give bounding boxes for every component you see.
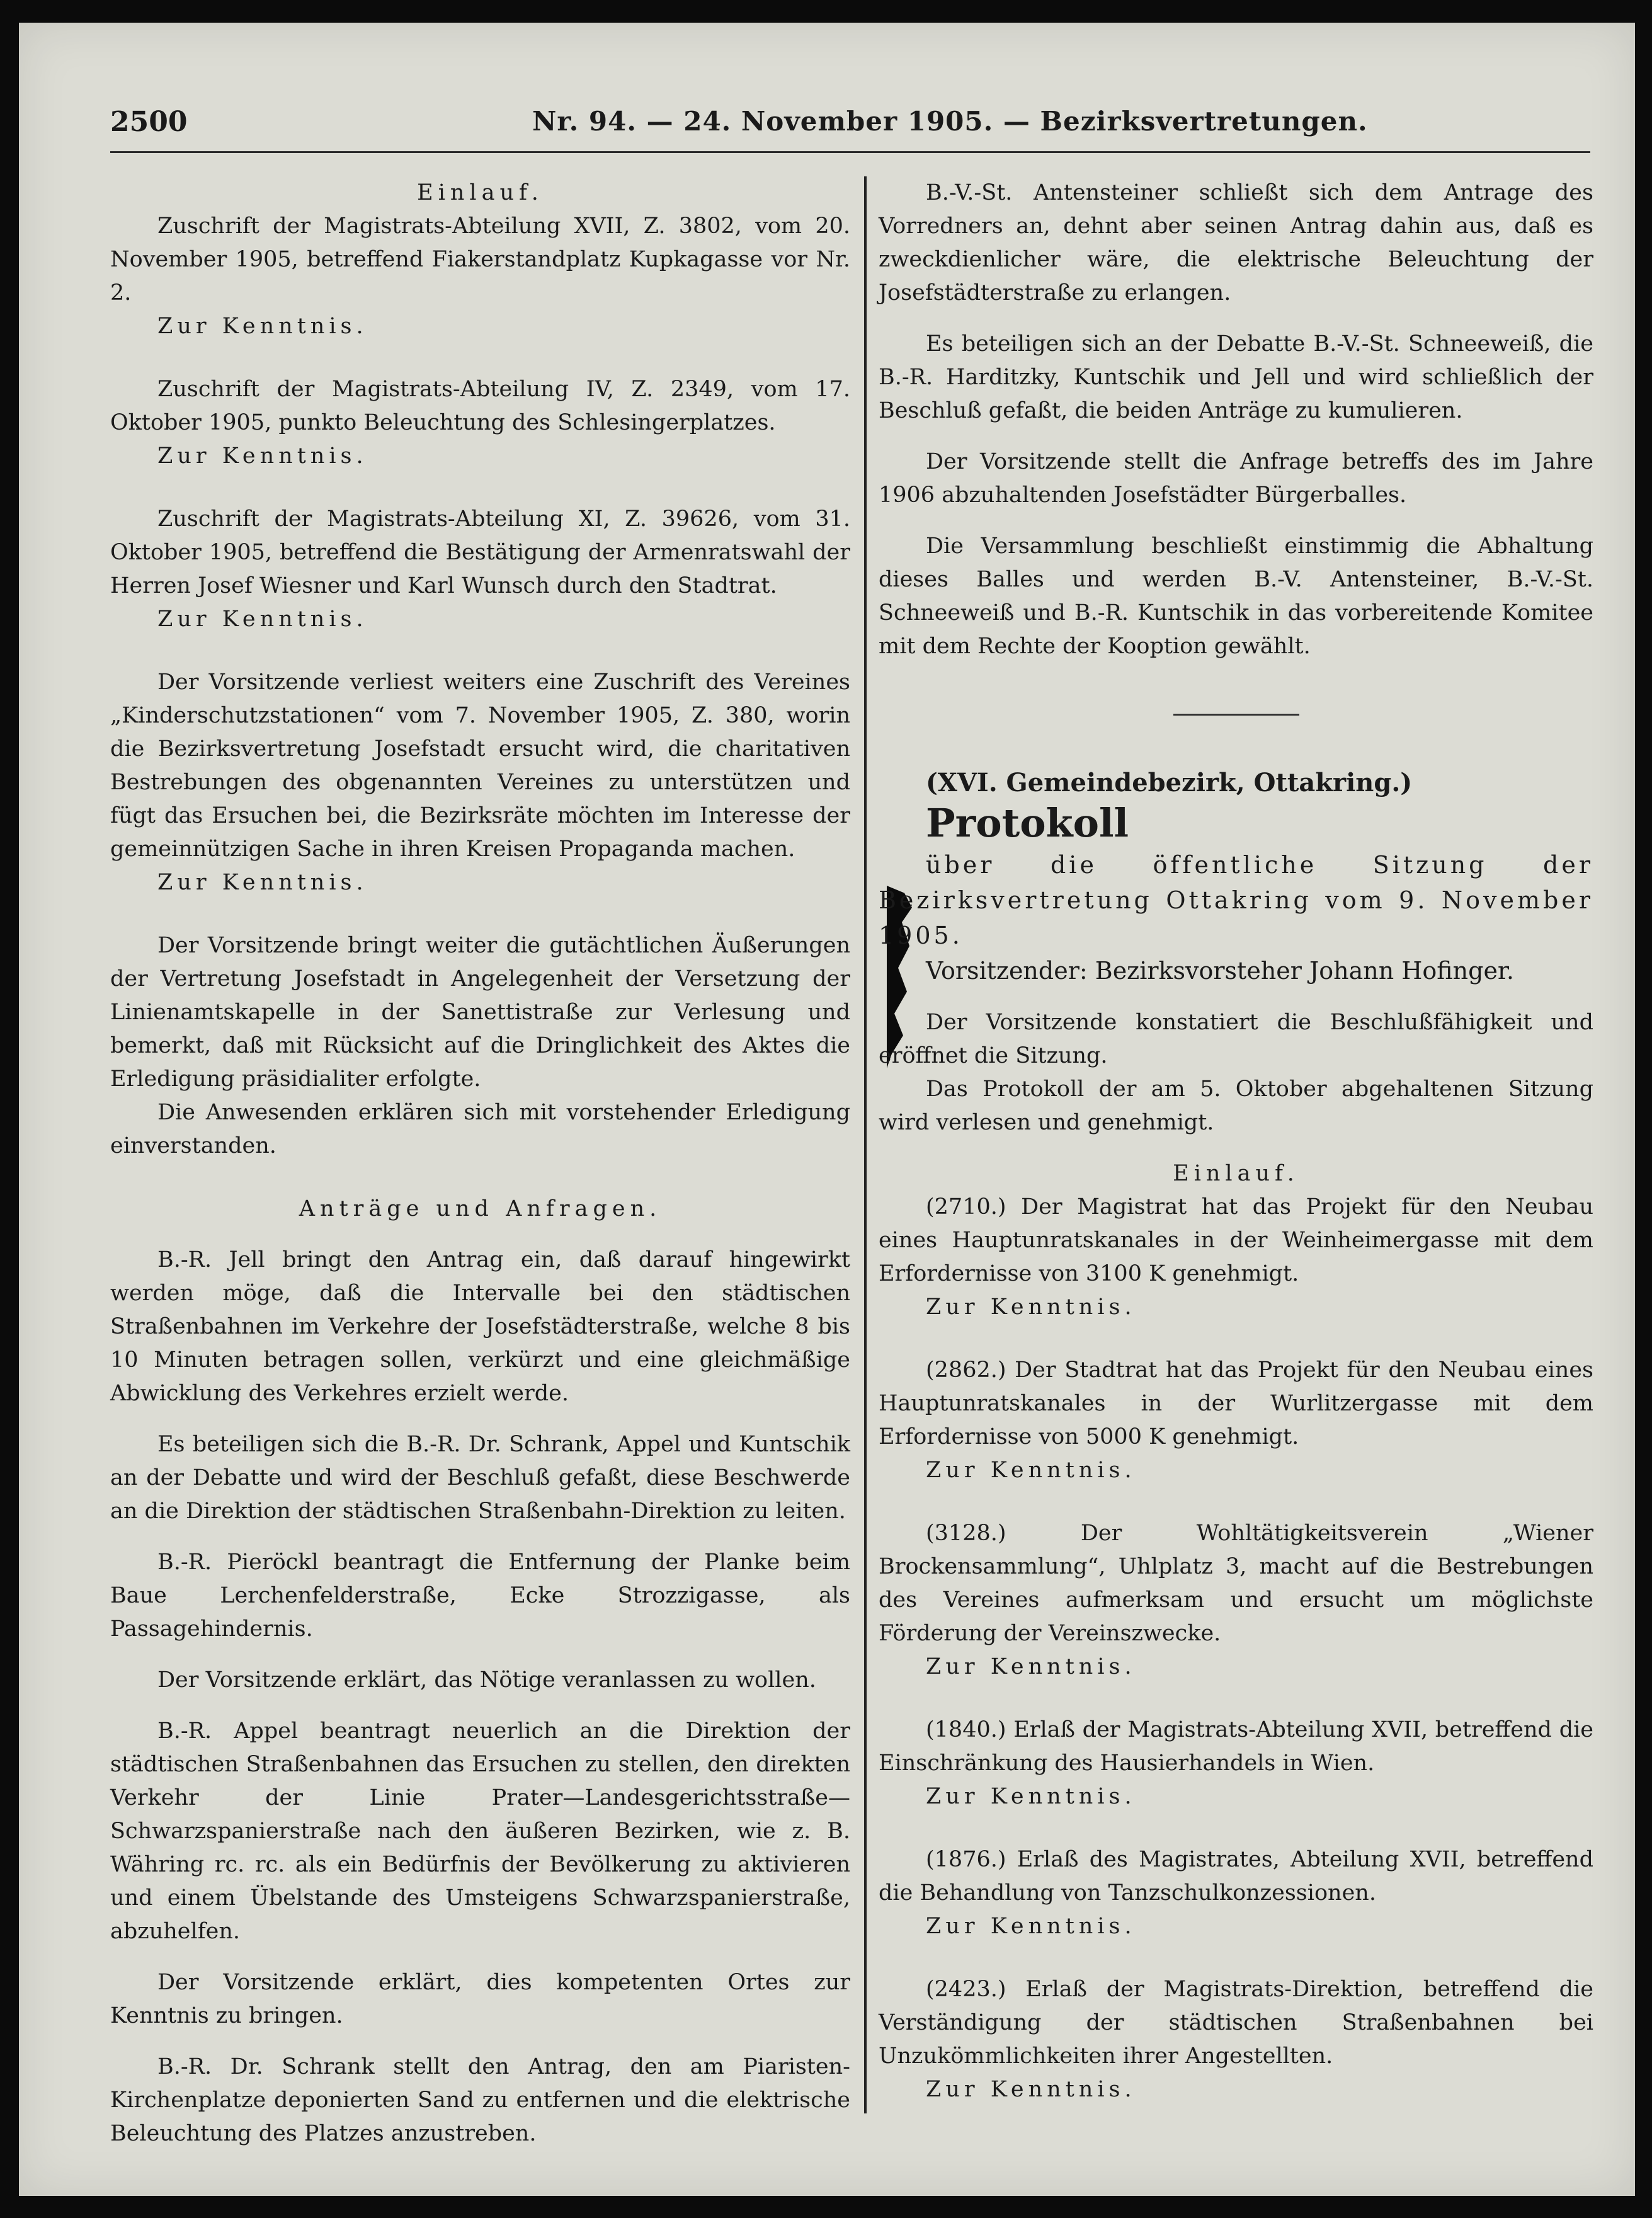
kenntnis-line: Zur Kenntnis. — [926, 2077, 1136, 2102]
einlauf-heading: Einlauf. — [417, 180, 544, 205]
paragraph: Der Vorsitzende erklärt, das Nötige veranlassen zu wollen. — [157, 1667, 816, 1693]
paragraph: Der Vorsitzende stellt die Anfrage betreffs des im Jahre 1906 abzuhaltenden Josefstädter Bürgerballes. — [879, 449, 1593, 508]
kenntnis-line: Zur Kenntnis. — [926, 1458, 1136, 1483]
paragraph: (1876.) Erlaß des Magistrates, Abteilung XVII, betreffend die Behandlung von Tanzschulkonzessionen. — [879, 1847, 1593, 1906]
antraege-heading: Anträge und Anfragen. — [299, 1196, 662, 1221]
paragraph: Es beteiligen sich die B.-R. Dr. Schrank, Appel und Kuntschik an der Debatte und wird der Beschluß gefaßt, diese Beschwerde an die Direktion der städtischen Straßenbahn-Direktion zu leiten. — [110, 1432, 850, 1524]
paragraph: Das Protokoll der am 5. Oktober abgehaltenen Sitzung wird verlesen und genehmigt. — [879, 1077, 1593, 1135]
page-header — [110, 101, 1590, 145]
paragraph: Es beteiligen sich an der Debatte B.-V.-St. Schneeweiß, die B.-R. Harditzky, Kuntschik und Jell und wird schließlich der Beschluß gefaßt, die beiden Anträge zu kumulieren. — [879, 331, 1593, 423]
paragraph: Die Anwesenden erklären sich mit vorstehender Erledigung einverstanden. — [110, 1100, 850, 1158]
paragraph: Zuschrift der Magistrats-Abteilung IV, Z. 2349, vom 17. Oktober 1905, punkto Beleuchtung des Schlesingerplatzes. — [110, 377, 850, 435]
paragraph: (2710.) Der Magistrat hat das Projekt für den Neubau eines Hauptunratskanales in der Weinheimergasse mit dem Erfordernisse von 3100 K genehmigt. — [879, 1194, 1593, 1286]
left-column — [110, 176, 850, 2151]
paragraph: (1840.) Erlaß der Magistrats-Abteilung XVII, betreffend die Einschränkung des Hausierhandels in Wien. — [879, 1717, 1593, 1776]
kenntnis-line: Zur Kenntnis. — [157, 607, 368, 632]
kenntnis-line: Zur Kenntnis. — [926, 1784, 1136, 1809]
paragraph: B.-R. Dr. Schrank stellt den Antrag, den am Piaristen-Kirchenplatze deponierten Sand zu entfernen und die elektrische Beleuchtung des Platzes anzustreben. — [110, 2054, 850, 2146]
paragraph: B.-R. Pieröckl beantragt die Entfernung der Planke beim Baue Lerchenfelderstraße, Ecke Strozzigasse, als Passagehindernis. — [110, 1550, 850, 1642]
paragraph: B.-R. Jell bringt den Antrag ein, daß darauf hingewirkt werden möge, daß die Intervalle bei den städtischen Straßenbahnen im Verkehre der Josefstädterstraße, welche 8 bis 10 Minuten betragen sollen, verkürzt und eine gleichmäßige Abwicklung des Verkehres erzielt werde. — [110, 1247, 850, 1406]
paragraph: Zuschrift der Magistrats-Abteilung XI, Z. 39626, vom 31. Oktober 1905, betreffend die Bestätigung der Armenratswahl der Herren Josef Wiesner und Karl Wunsch durch den Stadtrat. — [110, 506, 850, 598]
kenntnis-line: Zur Kenntnis. — [157, 314, 368, 339]
kenntnis-line: Zur Kenntnis. — [926, 1295, 1136, 1320]
kenntnis-line: Zur Kenntnis. — [157, 443, 368, 469]
kenntnis-line: Zur Kenntnis. — [157, 870, 368, 895]
running-head: Nr. 94. — 24. November 1905. — Bezirksvertretungen. — [532, 106, 1368, 137]
paragraph: Der Vorsitzende bringt weiter die gutächtlichen Äußerungen der Vertretung Josefstadt in Angelegenheit der Versetzung der Linienamtskapelle in der Sanettistraße zur Verlesung und bemerkt, daß mit Rücksicht auf die Dringlichkeit des Aktes die Erledigung präsidialiter erfolgte. — [110, 933, 850, 1092]
column-divider — [864, 176, 867, 2113]
paragraph: B.-V.-St. Antensteiner schließt sich dem Antrage des Vorredners an, dehnt aber seinen Antrag dahin aus, daß es zweckdienlicher wäre, die elektrische Beleuchtung der Josefstädterstraße zu erlangen. — [879, 180, 1593, 306]
protokoll-title: Protokoll — [926, 800, 1129, 846]
kenntnis-line: Zur Kenntnis. — [926, 1914, 1136, 1939]
kenntnis-line: Zur Kenntnis. — [926, 1654, 1136, 1679]
page-number: 2500 — [110, 106, 188, 138]
paragraph: Der Vorsitzende verliest weiters eine Zuschrift des Vereines „Kinderschutzstationen“ vom 7. November 1905, Z. 380, worin die Bezirksvertretung Josefstadt ersucht wird, die charitativen Bestrebungen des obgenannten Vereines zu unterstützen und fügt das Ersuchen bei, die Bezirksräte möchten im Interesse der gemeinnützigen Sache in ihren Kreisen Propaganda machen. — [110, 670, 850, 862]
paragraph: B.-R. Appel beantragt neuerlich an die Direktion der städtischen Straßenbahnen das Ersuchen zu stellen, den direkten Verkehr der Linie Prater—Landesgerichtsstraße—Schwarzspanierstraße nach den äußeren Bezirken, wie z. B. Währing rc. rc. als ein Bedürfnis der Bevölkerung zu aktivieren und einem Übelstande des Umsteigens Schwarzspanierstraße, abzuhelfen. — [110, 1718, 850, 1944]
paragraph: Der Vorsitzende erklärt, dies kompetenten Ortes zur Kenntnis zu bringen. — [110, 1970, 850, 2028]
einlauf-heading: Einlauf. — [1173, 1161, 1299, 1186]
paragraph: Der Vorsitzende konstatiert die Beschlußfähigkeit und eröffnet die Sitzung. — [879, 1010, 1593, 1068]
header-rule — [110, 151, 1590, 153]
paragraph: Die Versammlung beschließt einstimmig die Abhaltung dieses Balles und werden B.-V. Antensteiner, B.-V.-St. Schneeweiß und B.-R. Kuntschik in das vorbereitende Komitee mit dem Rechte der Kooption gewählt. — [879, 534, 1593, 659]
session-subtitle: über die öffentliche Sitzung der Bezirksvertretung Ottakring vom 9. November 1905. — [879, 851, 1593, 949]
paragraph: Zuschrift der Magistrats-Abteilung XVII, Z. 3802, vom 20. November 1905, betreffend Fiakerstandplatz Kupkagasse vor Nr. 2. — [110, 214, 850, 306]
right-column — [879, 176, 1593, 2107]
paragraph: (2423.) Erlaß der Magistrats-Direktion, betreffend die Verständigung der städtischen Straßenbahnen bei Unzukömmlichkeiten ihrer Angestellten. — [879, 1977, 1593, 2069]
paragraph: (2862.) Der Stadtrat hat das Projekt für den Neubau eines Hauptunratskanales in der Wurlitzergasse mit dem Erfordernisse von 5000 K genehmigt. — [879, 1358, 1593, 1449]
paragraph: (3128.) Der Wohltätigkeitsverein „Wiener Brockensammlung“, Uhlplatz 3, macht auf die Bestrebungen des Vereines aufmerksam und ersucht um möglichste Förderung der Vereinszwecke. — [879, 1521, 1593, 1646]
district-heading: (XVI. Gemeindebezirk, Ottakring.) — [926, 768, 1413, 797]
chairman-line: Vorsitzender: Bezirksvorsteher Johann Hofinger. — [926, 957, 1515, 985]
